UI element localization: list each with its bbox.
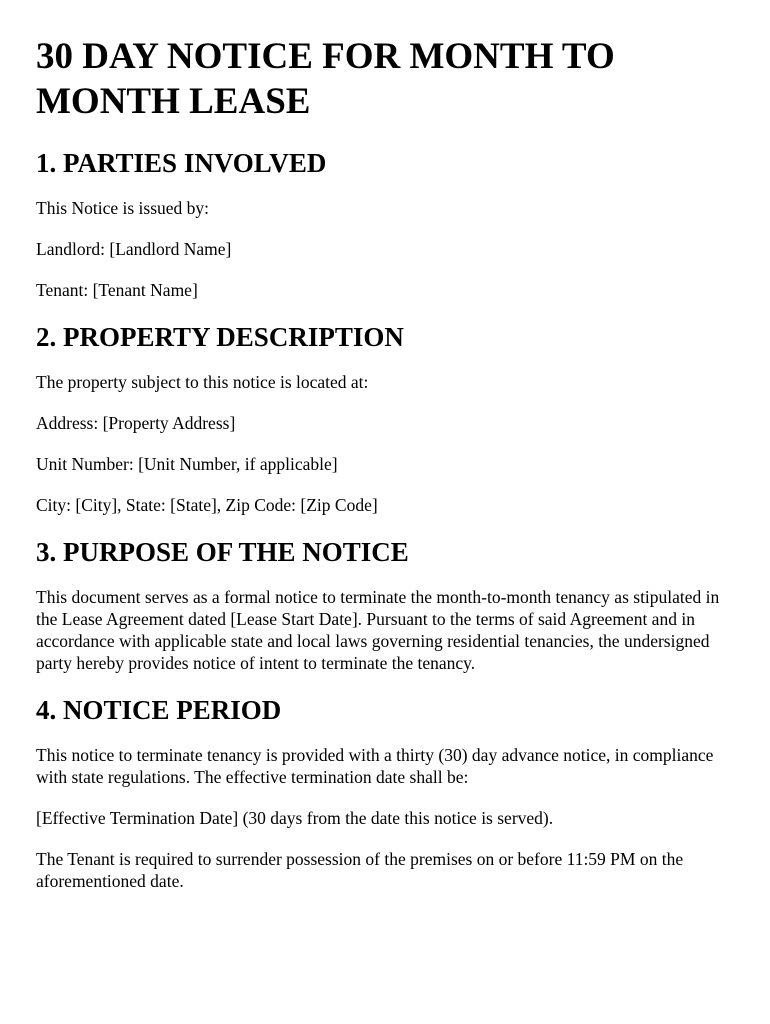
section-notice-period xyxy=(36,693,736,892)
section-purpose-of-notice xyxy=(36,535,736,674)
paragraph-surrender-possession: The Tenant is required to surrender possession of the premises on or before 11:59 PM on the aforementioned date. xyxy=(36,849,684,891)
section-property-description xyxy=(36,320,736,516)
section-heading: 3. PURPOSE OF THE NOTICE xyxy=(36,537,409,567)
paragraph-address: Address: [Property Address] xyxy=(36,413,236,433)
paragraph-purpose: This document serves as a formal notice to terminate the month-to-month tenancy as stipulated in the Lease Agreement dated [Lease Start Date]. Pursuant to the terms of said Agreement and in accordance with applicable state and local laws governing residential tenancies, the undersigned party hereby provides notice of intent to terminate the tenancy. xyxy=(36,587,720,673)
paragraph-unit-number: Unit Number: [Unit Number, if applicable] xyxy=(36,454,338,474)
paragraph-notice-period: This notice to terminate tenancy is provided with a thirty (30) day advance notice, in compliance with state regulations. The effective termination date shall be: xyxy=(36,745,714,787)
paragraph-property-intro: The property subject to this notice is located at: xyxy=(36,372,369,392)
document-page xyxy=(36,34,736,911)
section-parties-involved xyxy=(36,146,736,301)
section-heading: 2. PROPERTY DESCRIPTION xyxy=(36,322,404,352)
paragraph-effective-date: [Effective Termination Date] (30 days from the date this notice is served). xyxy=(36,808,554,828)
paragraph-city-state-zip: City: [City], State: [State], Zip Code: [Zip Code] xyxy=(36,495,378,515)
section-heading: 1. PARTIES INVOLVED xyxy=(36,148,327,178)
paragraph-tenant: Tenant: [Tenant Name] xyxy=(36,280,198,300)
paragraph-landlord: Landlord: [Landlord Name] xyxy=(36,239,232,259)
document-title: 30 DAY NOTICE FOR MONTH TO MONTH LEASE xyxy=(36,36,615,122)
paragraph-issued-by: This Notice is issued by: xyxy=(36,198,210,218)
section-heading: 4. NOTICE PERIOD xyxy=(36,695,282,725)
